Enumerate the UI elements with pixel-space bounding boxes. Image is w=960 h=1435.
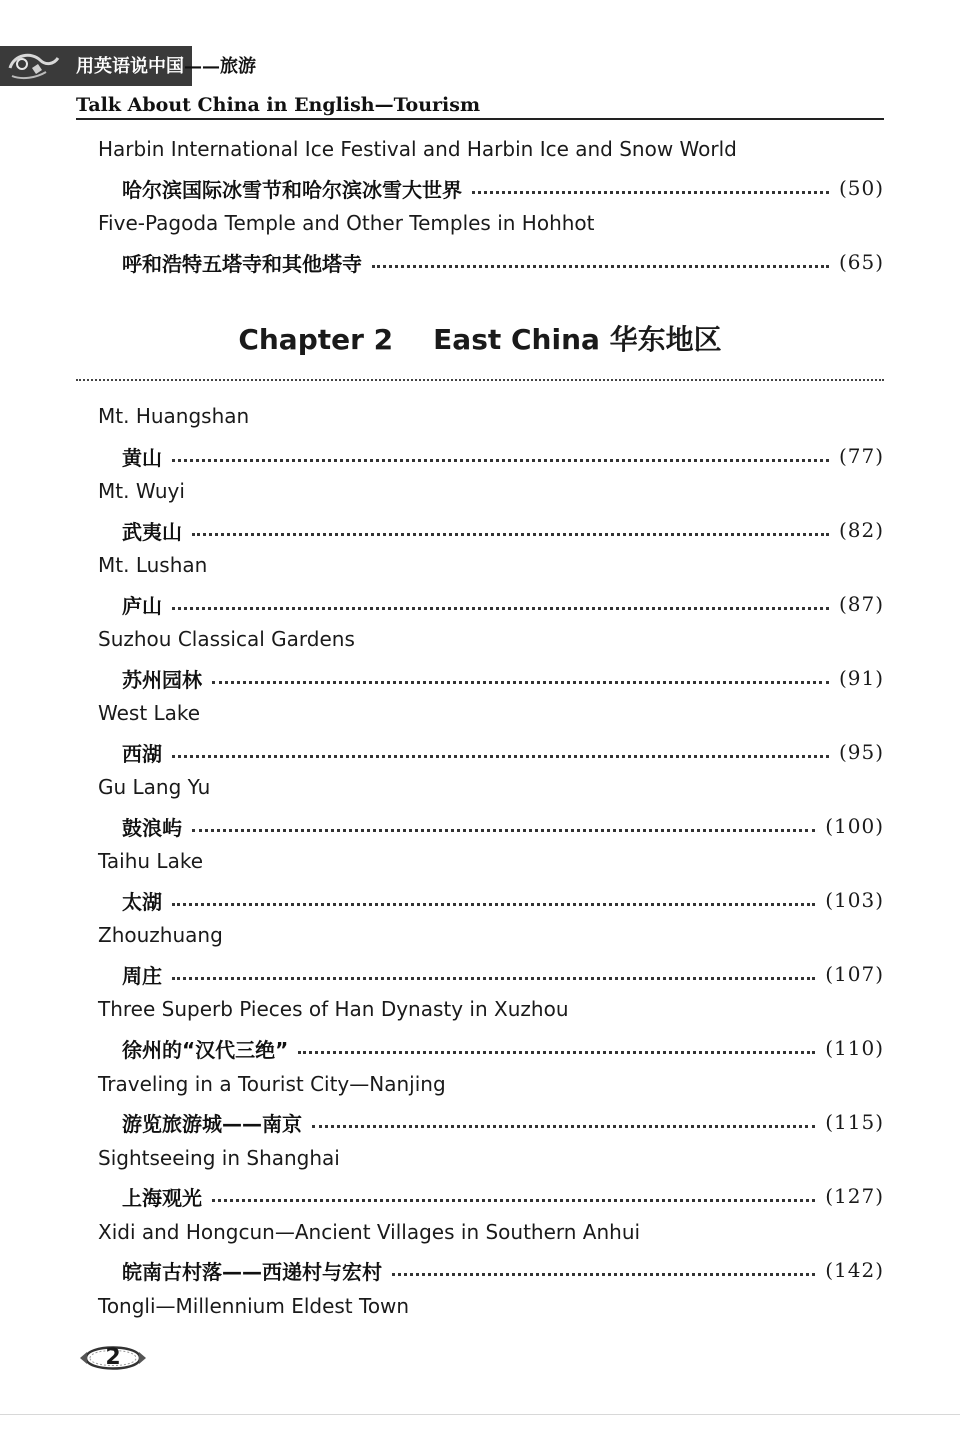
toc-entry-page: (82) bbox=[838, 518, 884, 542]
toc-entry-title[interactable]: Gu Lang Yu bbox=[98, 775, 211, 799]
chapter-title-en: East China bbox=[433, 323, 600, 356]
toc-entry-cn: 皖南古村落——西递村与宏村 bbox=[122, 1259, 382, 1284]
toc-entry-title[interactable]: Five-Pagoda Temple and Other Temples in Hohhot bbox=[98, 211, 595, 235]
toc-entry-cn: 鼓浪屿 bbox=[122, 815, 182, 840]
toc-entry-title[interactable]: Sightseeing in Shanghai bbox=[98, 1146, 340, 1170]
toc-entry-line[interactable] bbox=[122, 442, 884, 470]
chapter-divider bbox=[76, 379, 884, 381]
toc-entry-cn: 太湖 bbox=[122, 889, 162, 914]
header-english-title: Talk About China in English—Tourism bbox=[76, 94, 481, 116]
toc-entry-page: (100) bbox=[825, 814, 884, 838]
toc-entry-page: (103) bbox=[825, 888, 884, 912]
toc-entry-line[interactable] bbox=[122, 886, 884, 914]
toc-entry-title[interactable]: West Lake bbox=[98, 701, 201, 725]
toc-entry-title[interactable]: Mt. Lushan bbox=[98, 553, 208, 577]
toc-entry-page: (87) bbox=[838, 592, 884, 616]
dot-leader bbox=[392, 1273, 815, 1276]
toc-entry-cn: 庐山 bbox=[122, 593, 162, 618]
toc-entry-line[interactable] bbox=[122, 248, 884, 276]
chapter-title-cn: 华东地区 bbox=[609, 323, 722, 356]
toc-entry-line[interactable] bbox=[122, 1256, 884, 1284]
chapter-heading bbox=[0, 322, 960, 358]
page-bottom-edge bbox=[0, 1414, 960, 1415]
toc-entry-title[interactable]: Traveling in a Tourist City—Nanjing bbox=[98, 1072, 446, 1096]
header-divider bbox=[76, 118, 884, 120]
dot-leader bbox=[172, 903, 815, 906]
toc-entry-line[interactable] bbox=[122, 1108, 884, 1136]
toc-entry-page: (50) bbox=[838, 176, 884, 200]
toc-entry-cn: 黄山 bbox=[122, 445, 162, 470]
header-cn-main: 用英语说中国 bbox=[76, 56, 184, 77]
dot-leader bbox=[172, 977, 815, 980]
toc-entry-cn: 西湖 bbox=[122, 741, 162, 766]
toc-entry-line[interactable] bbox=[122, 516, 884, 544]
toc-entry-page: (115) bbox=[825, 1110, 884, 1134]
header-chinese-title bbox=[76, 55, 256, 79]
dot-leader bbox=[298, 1051, 815, 1054]
dot-leader bbox=[172, 607, 829, 610]
toc-entry-page: (107) bbox=[825, 962, 884, 986]
dot-leader bbox=[192, 829, 815, 832]
dot-leader bbox=[192, 533, 829, 536]
toc-entry-cn: 苏州园林 bbox=[122, 667, 202, 692]
toc-entry-cn: 武夷山 bbox=[122, 519, 182, 544]
toc-entry-line[interactable] bbox=[122, 738, 884, 766]
toc-entry-line[interactable] bbox=[122, 812, 884, 840]
dot-leader bbox=[472, 191, 829, 194]
dot-leader bbox=[212, 681, 829, 684]
toc-entry-title[interactable]: Mt. Huangshan bbox=[98, 404, 250, 428]
toc-entry-page: (95) bbox=[838, 740, 884, 764]
toc-entry-title[interactable]: Xidi and Hongcun—Ancient Villages in Southern Anhui bbox=[98, 1220, 641, 1244]
toc-entry-cn: 周庄 bbox=[122, 963, 162, 988]
toc-entry-cn: 哈尔滨国际冰雪节和哈尔滨冰雪大世界 bbox=[122, 177, 462, 202]
page-number: 2 bbox=[105, 1345, 121, 1370]
dot-leader bbox=[212, 1199, 815, 1202]
toc-entry-line[interactable] bbox=[122, 174, 884, 202]
toc-entry-page: (91) bbox=[838, 666, 884, 690]
dot-leader bbox=[172, 755, 829, 758]
toc-entry-cn: 徐州的“汉代三绝” bbox=[122, 1037, 289, 1062]
toc-entry-title[interactable]: Suzhou Classical Gardens bbox=[98, 627, 355, 651]
toc-entry-cn: 上海观光 bbox=[122, 1185, 202, 1210]
chapter-number: Chapter 2 bbox=[238, 323, 394, 356]
toc-entry-title[interactable]: Taihu Lake bbox=[98, 849, 203, 873]
header-cn-sub: ——旅游 bbox=[184, 56, 256, 77]
toc-entry-line[interactable] bbox=[122, 1182, 884, 1210]
toc-entry-cn: 呼和浩特五塔寺和其他塔寺 bbox=[122, 251, 362, 276]
toc-entry-line[interactable] bbox=[122, 664, 884, 692]
toc-entry-page: (77) bbox=[838, 444, 884, 468]
toc-entry-line[interactable] bbox=[122, 590, 884, 618]
dot-leader bbox=[372, 265, 829, 268]
dot-leader bbox=[312, 1125, 815, 1128]
toc-entry-title[interactable]: Zhouzhuang bbox=[98, 923, 223, 947]
dragon-emblem-icon bbox=[2, 46, 64, 86]
toc-entry-page: (110) bbox=[825, 1036, 884, 1060]
toc-entry-line[interactable] bbox=[122, 960, 884, 988]
toc-entry-page: (127) bbox=[825, 1184, 884, 1208]
toc-entry-title[interactable]: Tongli—Millennium Eldest Town bbox=[98, 1294, 410, 1318]
toc-entry-title[interactable]: Three Superb Pieces of Han Dynasty in Xuzhou bbox=[98, 997, 569, 1021]
toc-entry-page: (65) bbox=[838, 250, 884, 274]
toc-entry-title[interactable]: Harbin International Ice Festival and Harbin Ice and Snow World bbox=[98, 137, 737, 161]
toc-entry-line[interactable] bbox=[122, 1034, 884, 1062]
toc-entry-page: (142) bbox=[825, 1258, 884, 1282]
toc-entry-cn: 游览旅游城——南京 bbox=[122, 1111, 302, 1136]
dot-leader bbox=[172, 459, 829, 462]
toc-entry-title[interactable]: Mt. Wuyi bbox=[98, 479, 185, 503]
